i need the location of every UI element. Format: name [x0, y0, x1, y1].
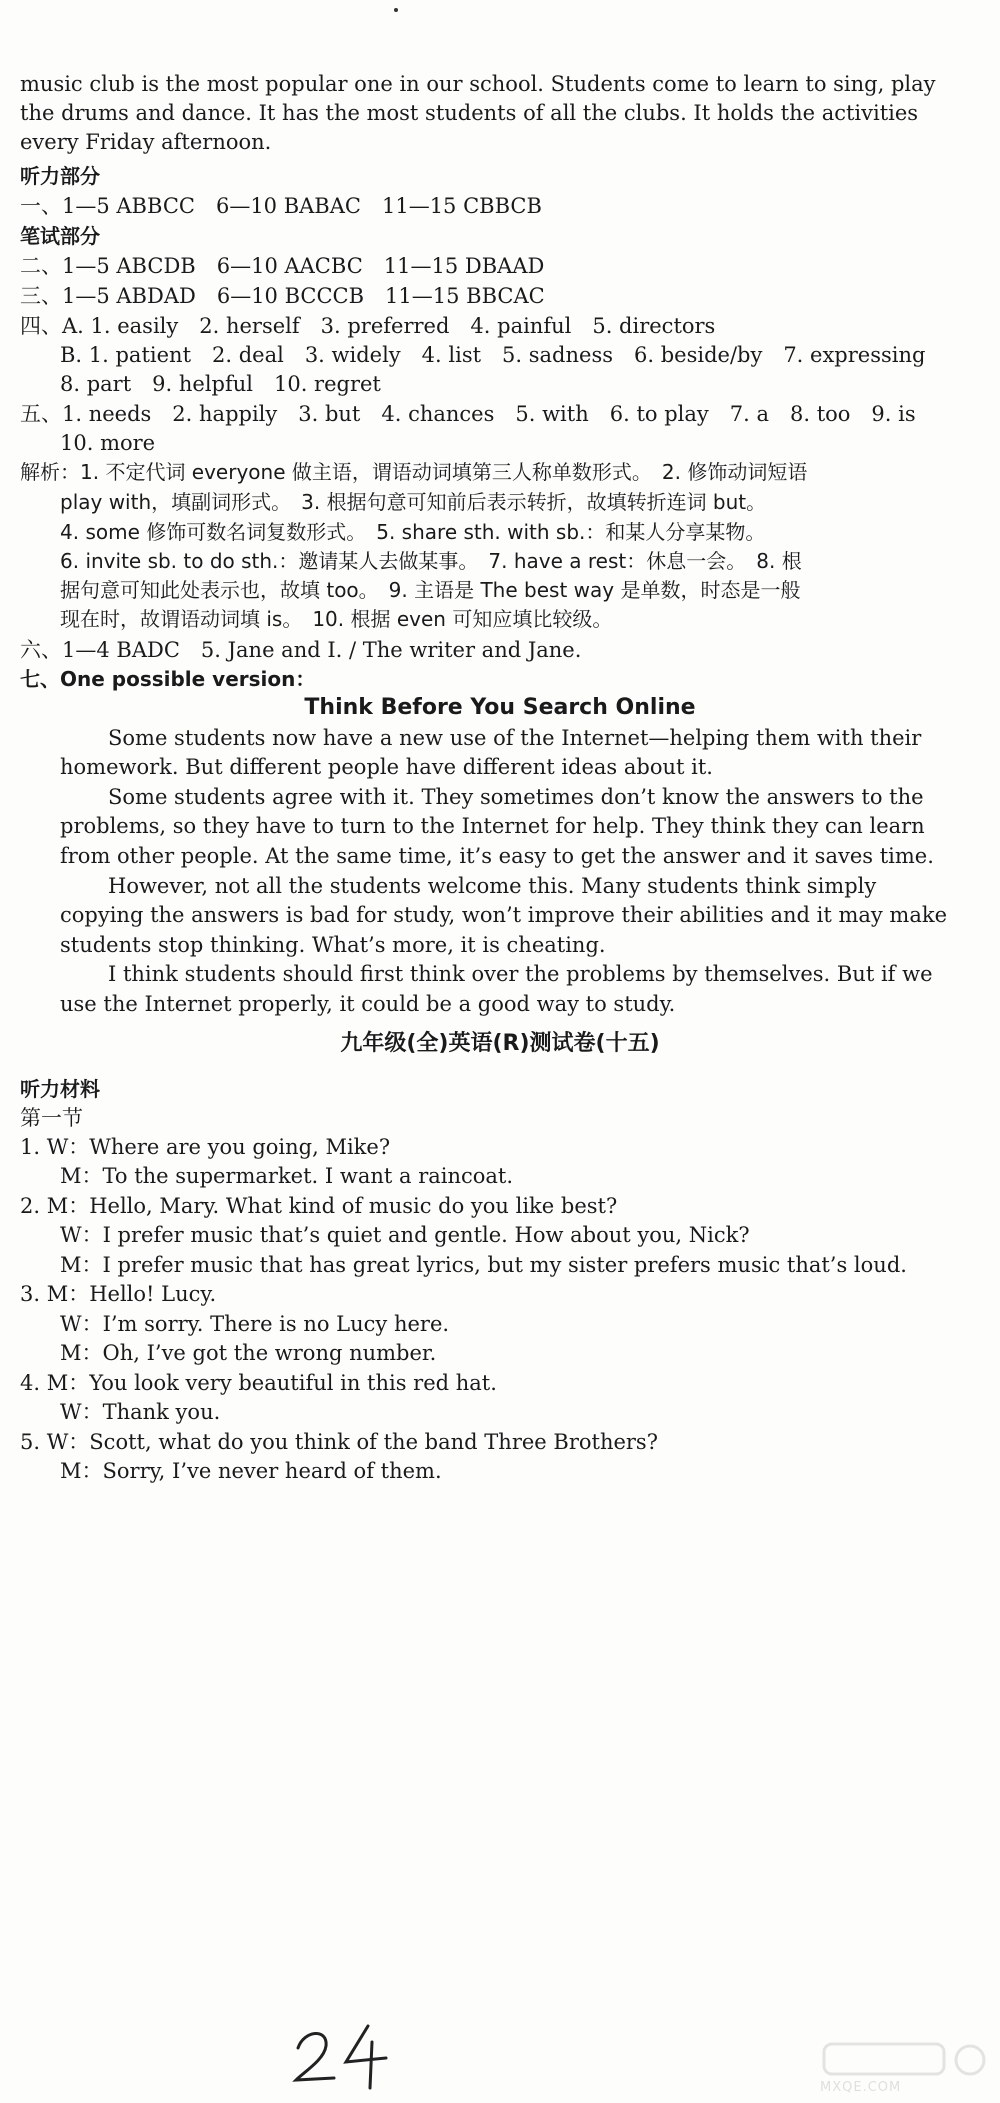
watermark-icon [820, 2040, 990, 2080]
essay-line: However, not all the students welcome this. Many students think simply [108, 874, 877, 898]
writing-heading: 笔试部分 [20, 224, 100, 248]
analysis-line: 现在时，故谓语动词填 is。 10. 根据 even 可知应填比较级。 [60, 607, 613, 631]
section-4b-answers: B. 1. patient 2. deal 3. widely 4. list 5. sadness 6. beside/by 7. expressing [60, 343, 926, 367]
section-4a-answers: 四、A. 1. easily 2. herself 3. preferred 4. painful 5. directors [20, 314, 716, 338]
dialogue-line: M：I prefer music that has great lyrics, but my sister prefers music that’s loud. [60, 1253, 907, 1277]
analysis-line: play with，填副词形式。 3. 根据句意可知前后表示转折，故填转折连词 but。 [60, 490, 767, 514]
dialogue-line: 4. M：You look very beautiful in this red hat. [20, 1371, 497, 1395]
intro-line: the drums and dance. It has the most students of all the clubs. It holds the activities [20, 101, 919, 125]
section-7-label: 七、One possible version： [20, 667, 316, 691]
dialogue-line: W：I’m sorry. There is no Lucy here. [60, 1312, 450, 1336]
material-heading: 听力材料 [20, 1077, 100, 1101]
section-5-answers-cont: 10. more [60, 431, 156, 455]
section-1-heading: 第一节 [20, 1106, 83, 1130]
dialogue-line: 1. W：Where are you going, Mike? [20, 1135, 391, 1159]
analysis-line: 据句意可知此处表示也，故填 too。 9. 主语是 The best way 是单数，时态是一般 [60, 578, 801, 602]
test-title: 九年级(全)英语(R)测试卷(十五) [340, 1031, 660, 1056]
listening-heading: 听力部分 [20, 164, 100, 188]
handwritten-page-number [290, 2020, 400, 2090]
top-dot [394, 8, 398, 12]
section-6-answers: 六、1—4 BADC 5. Jane and I. / The writer and Jane. [20, 638, 582, 662]
essay-line: students stop thinking. What’s more, it is cheating. [60, 933, 606, 957]
dialogue-line: M：To the supermarket. I want a raincoat. [60, 1164, 514, 1188]
dialogue-line: M：Sorry, I’ve never heard of them. [60, 1459, 442, 1483]
essay-line: I think students should first think over the problems by themselves. But if we [108, 962, 933, 986]
essay-line: homework. But different people have different ideas about it. [60, 755, 713, 779]
analysis-line: 6. invite sb. to do sth.：邀请某人去做某事。 7. have a rest：休息一会。 8. 根 [60, 549, 802, 573]
essay-line: from other people. At the same time, it’s easy to get the answer and it saves time. [60, 844, 934, 868]
dialogue-line: W：I prefer music that’s quiet and gentle. How about you, Nick? [60, 1223, 750, 1247]
essay-line: problems, so they have to turn to the Internet for help. They think they can learn [60, 814, 925, 838]
watermark-logo [820, 2040, 990, 2100]
section-2-answers: 二、1—5 ABCDB 6—10 AACBC 11—15 DBAAD [20, 254, 545, 278]
essay-line: Some students now have a new use of the Internet—helping them with their [108, 726, 922, 750]
section-4b-answers-cont: 8. part 9. helpful 10. regret [60, 372, 381, 396]
watermark-text: MXQE.COM [820, 2080, 902, 2095]
dialogue-line: 5. W：Scott, what do you think of the band Three Brothers? [20, 1430, 658, 1454]
analysis-line: 解析：1. 不定代词 everyone 做主语，谓语动词填第三人称单数形式。 2. 修饰动词短语 [20, 460, 808, 484]
dialogue-line: 3. M：Hello! Lucy. [20, 1282, 217, 1306]
essay-line: Some students agree with it. They sometimes don’t know the answers to the [108, 785, 924, 809]
section-5-answers: 五、1. needs 2. happily 3. but 4. chances 5. with 6. to play 7. a 8. too 9. is [20, 402, 916, 426]
dialogue-line: M：Oh, I’ve got the wrong number. [60, 1341, 437, 1365]
dialogue-line: W：Thank you. [60, 1400, 221, 1424]
dialogue-line: 2. M：Hello, Mary. What kind of music do you like best? [20, 1194, 618, 1218]
intro-line: every Friday afternoon. [20, 130, 272, 154]
listening-answers: 一、1—5 ABBCC 6—10 BABAC 11—15 CBBCB [20, 194, 542, 218]
section-3-answers: 三、1—5 ABDAD 6—10 BCCCB 11—15 BBCAC [20, 284, 545, 308]
essay-line: copying the answers is bad for study, won’t improve their abilities and it may make [60, 903, 948, 927]
essay-line: use the Internet properly, it could be a good way to study. [60, 992, 676, 1016]
intro-line: music club is the most popular one in our school. Students come to learn to sing, play [20, 72, 936, 96]
essay-title: Think Before You Search Online [304, 695, 696, 720]
analysis-line: 4. some 修饰可数名词复数形式。 5. share sth. with sb.：和某人分享某物。 [60, 520, 766, 544]
